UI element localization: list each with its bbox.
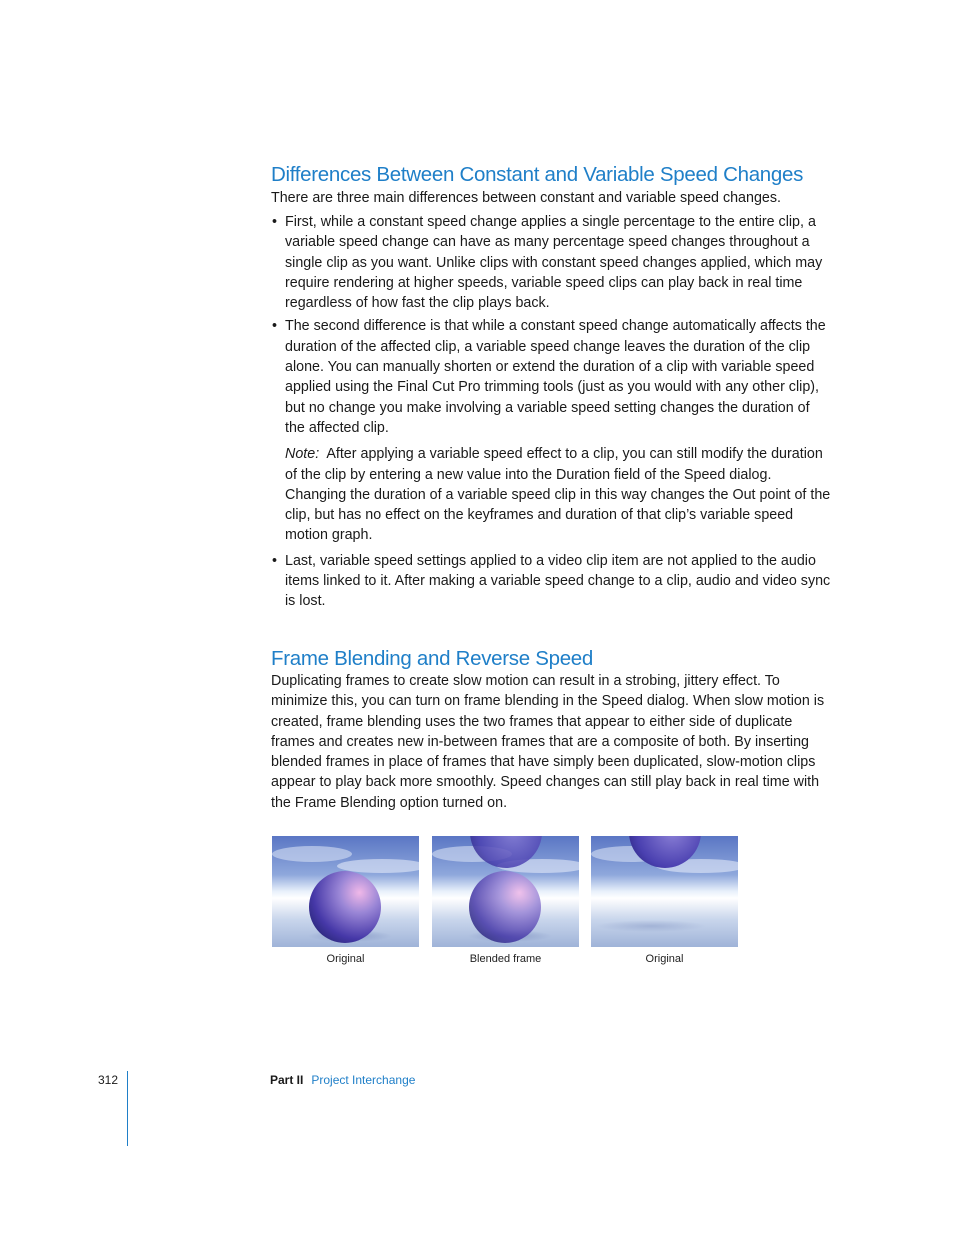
original-frame-image xyxy=(272,836,419,947)
list-item xyxy=(271,212,831,313)
section-intro: There are three main differences between constant and variable speed changes. xyxy=(271,190,781,206)
figure-caption: Original xyxy=(645,953,684,965)
bullet-icon: • xyxy=(272,318,278,335)
bullet-text: First, while a constant speed change applies a single percentage to the entire clip, a variable speed change can have as many percentage speed changes throughout a single clip as you want. Unlike clips with constant speed changes applied, which may require rendering at higher speeds, variable speed clips can play back in real time regardless of how fast the clip plays back. xyxy=(285,214,823,312)
footer-divider xyxy=(127,1071,128,1146)
list-item xyxy=(271,551,831,612)
section-heading-speed-differences: Differences Between Constant and Variable Speed Changes xyxy=(271,163,804,186)
note-paragraph xyxy=(285,444,831,545)
original-frame-image xyxy=(591,836,738,947)
bullet-icon: • xyxy=(272,214,278,230)
figure-caption: Original xyxy=(326,953,365,965)
footer-part-label xyxy=(270,1073,415,1087)
section-heading-frame-blending: Frame Blending and Reverse Speed xyxy=(271,647,594,670)
note-text: After applying a variable speed effect to a clip, you can still modify the duration of the clip by entering a new value into the Duration field of the Speed dialog. Changing the duration of a variable speed clip in this way changes the Out point of the clip, but has no effect on the keyframes and duration of that clip’s variable speed motion graph. xyxy=(285,446,831,544)
figure-caption: Blended frame xyxy=(469,953,542,965)
note-label: Note: xyxy=(285,446,320,463)
page-number: 312 xyxy=(98,1073,119,1087)
bullet-list xyxy=(271,212,831,612)
part-number: Part II xyxy=(270,1073,304,1087)
frame-blending-figure xyxy=(272,836,742,966)
blended-frame-image xyxy=(432,836,579,947)
part-title-link[interactable]: Project Interchange xyxy=(311,1073,416,1087)
section-body: Duplicating frames to create slow motion can result in a strobing, jittery effect. To minimize this, you can turn on frame blending in the Speed dialog. When slow motion is created, frame blending uses the two frames that appear to either side of duplicate frames and creates new in-between frames that are a composite of both. By inserting blended frames in place of frames that have simply been duplicated, slow-motion clips appear to play back more smoothly. Speed changes can still play back in real time with the Frame Blending option turned on. xyxy=(271,673,825,811)
bullet-text: The second difference is that while a constant speed change automatically affects the duration of the affected clip, a variable speed change leaves the duration of the clip alone. You can manually shorten or extend the duration of a clip with variable speed applied using the Final Cut Pro trimming tools (just as you would with any other clip), but no change you make involving a variable speed setting changes the duration of the affected clip. xyxy=(285,318,826,436)
bullet-icon: • xyxy=(272,552,278,569)
list-item xyxy=(271,316,831,545)
bullet-text: Last, variable speed settings applied to a video clip item are not applied to the audio items linked to it. After making a variable speed change to a clip, audio and video sync is lost. xyxy=(285,552,831,610)
